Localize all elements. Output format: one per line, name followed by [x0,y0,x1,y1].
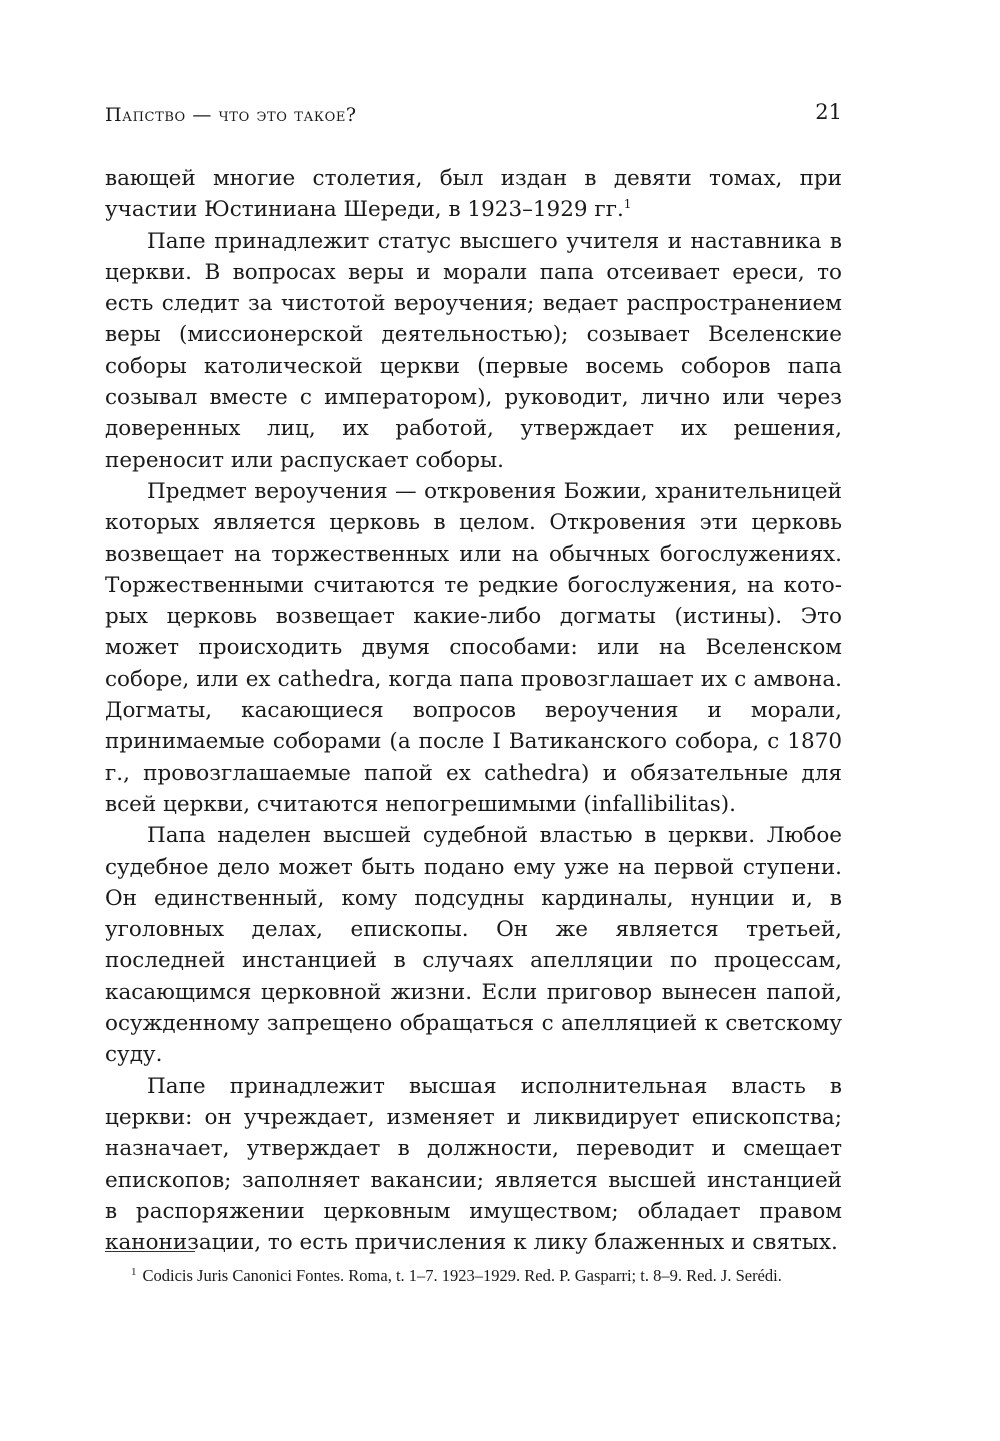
body-text [105,163,842,1258]
paragraph: Папе принадлежит статус высшего учителя и наставника в церкви. В вопросах веры и морали папа отсеивает ереси, то есть следит за чистотой вероучения; ведает распространением веры (миссионерской деятельностью); созывает Вселенские соборы католической церкви (первые восемь соборов папа созывал вместе с императором), руководит, лично или через доверенных лиц, их работой, утверждает их решения, переносит или распускает соборы. [105,228,842,473]
running-title: Папство — что это такое? [105,104,357,126]
paragraph-continued [105,163,842,226]
paragraph: Папа наделен высшей судебной властью в церкви. Любое судебное дело может быть подано ему уже на первой ступени. Он единственный, кому подсудны кардиналы, нунции и, в уголовных делах, епископы. Он же является третьей, последней инстанцией в случаях апелляции по процессам, касающимся церковной жизни. Если приговор вынесен папой, осужденному запрещено обращаться с апелляцией к светскому суду. [105,823,842,1068]
running-head [105,100,842,130]
footnote [105,1264,842,1288]
paragraph: Предмет вероучения — откровения Божии, хранительницей которых является церковь в целом. Откровения эти церковь возвещает на торжественных или на обычных богослужениях. Торжественными считаются те редкие богослужения, на которых церковь возвещает какие-либо догматы (истины). Это может происходить двумя способами: или на Вселенском соборе, или ex cathedra, когда папа провозглашает их с амвона. Догматы, касающиеся вопросов вероучения и морали, принимаемые соборами (а после I Ватиканского собора, с 1870 г., провозглашаемые папой ex cathedra) и обязательные для всей церкви, считаются непогрешимыми (infallibilitas). [105,478,842,817]
footnote-divider [105,1251,195,1252]
footnote-text: Codicis Juris Canonici Fontes. Roma, t. 1–7. 1923–1929. Red. P. Gasparri; t. 8–9. Red. J. Serédi. [142,1266,782,1285]
paragraph: Папе принадлежит высшая исполнительная власть в церкви: он учреждает, изменяет и ликвидирует епископства; назначает, утверждает в должности, переводит и смещает епископов; заполняет вакансии; является высшей инстанцией в распоряжении церковным имуществом; обладает правом канонизации, то есть причисления к лику блаженных и святых. [105,1073,842,1256]
footnote-reference[interactable]: 1 [623,197,632,212]
footnote-marker: 1 [131,1265,137,1278]
paragraph-text: вающей многие столетия, был издан в девяти томах, при участии Юстиниана Шереди, в 1923–1929 гг. [105,166,842,223]
page-number: 21 [815,100,842,124]
